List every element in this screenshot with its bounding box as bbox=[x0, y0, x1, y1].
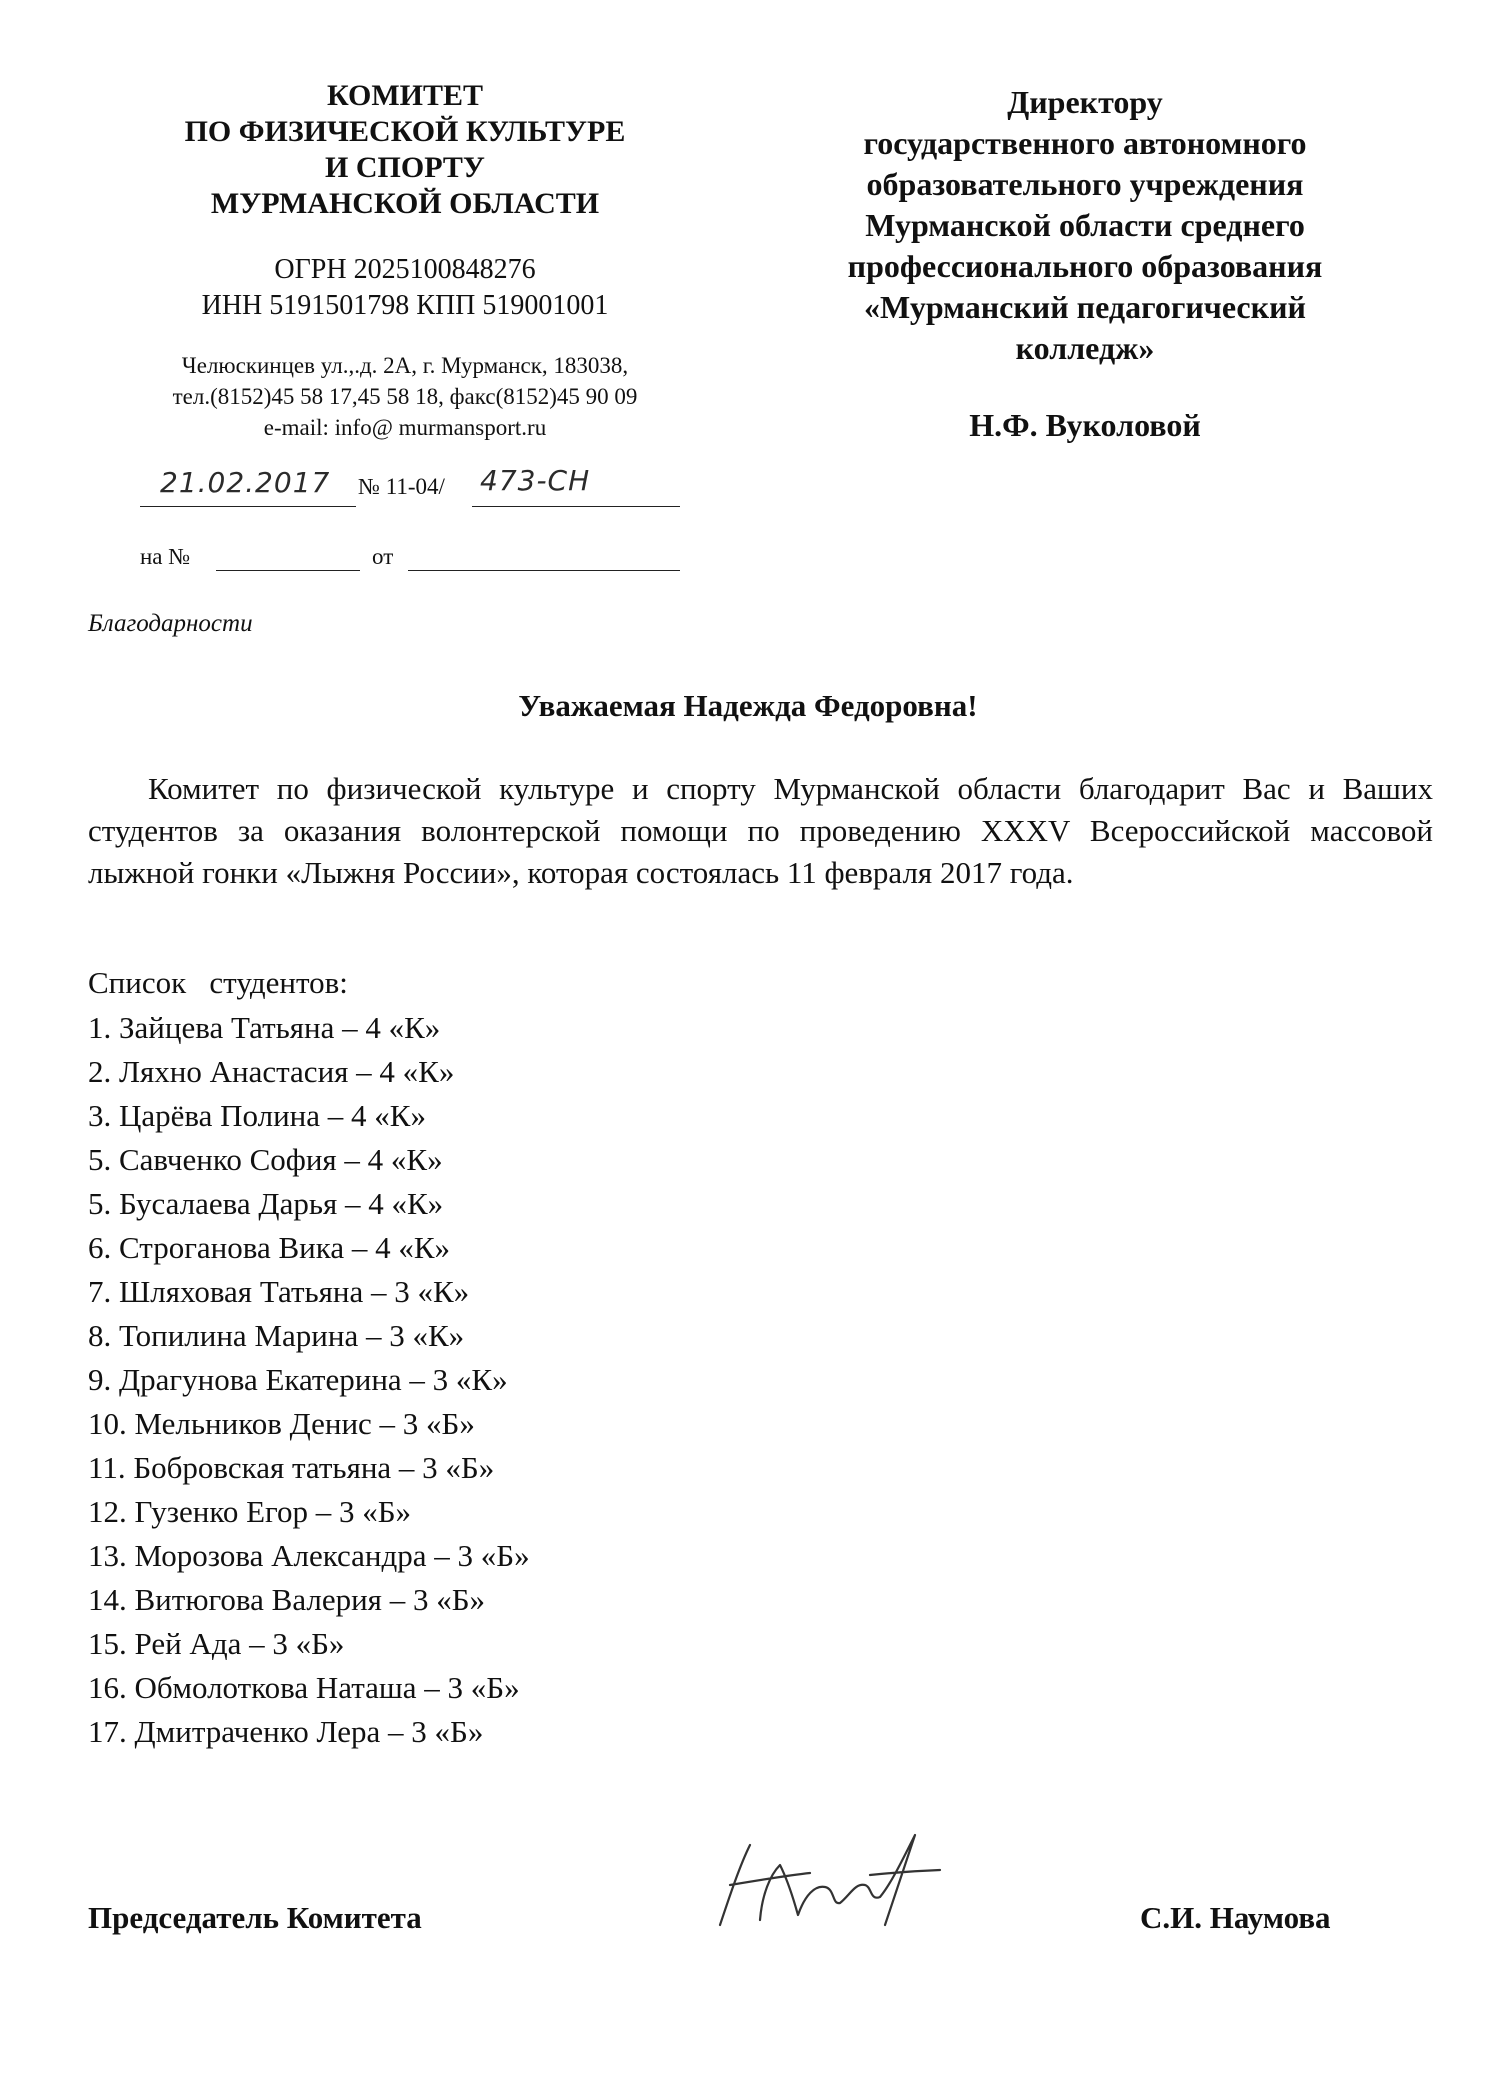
addressee-line: государственного автономного bbox=[863, 125, 1307, 161]
list-item: 16. Обмолоткова Наташа – 3 «Б» bbox=[88, 1670, 520, 1705]
committee-name-line: И СПОРТУ bbox=[325, 151, 485, 184]
list-item: 3. Царёва Полина – 4 «К» bbox=[88, 1098, 426, 1133]
committee-name-line: КОМИТЕТ bbox=[326, 79, 484, 112]
reference-line bbox=[140, 542, 680, 582]
outgoing-number-label: № 11-04/ bbox=[358, 474, 445, 499]
list-item: 11. Бобровская татьяна – 3 «Б» bbox=[88, 1450, 495, 1485]
addressee-line: образовательного учреждения bbox=[866, 166, 1304, 202]
list-item: 17. Дмитраченко Лера – 3 «Б» bbox=[88, 1714, 484, 1749]
list-item: 13. Морозова Александра – 3 «Б» bbox=[88, 1538, 530, 1573]
postal-address: Челюскинцев ул.,.д. 2А, г. Мурманск, 183038, bbox=[181, 353, 629, 378]
list-item: 8. Топилина Марина – 3 «К» bbox=[88, 1318, 465, 1353]
signatory-title: Председатель Комитета bbox=[88, 1900, 422, 1935]
addressee-line: колледж» bbox=[1015, 330, 1155, 366]
addressee-block bbox=[770, 82, 1400, 446]
date-underline bbox=[140, 506, 356, 507]
addressee-line: профессионального образования bbox=[847, 248, 1323, 284]
list-item: 15. Рей Ада – 3 «Б» bbox=[88, 1626, 345, 1661]
list-item: 7. Шляховая Татьяна – 3 «К» bbox=[88, 1274, 470, 1309]
list-item: 1. Зайцева Татьяна – 4 «К» bbox=[88, 1010, 441, 1045]
sender-block bbox=[120, 78, 690, 443]
ogrn: ОГРН 2025100848276 bbox=[274, 254, 536, 285]
student-list bbox=[88, 1006, 530, 1754]
outgoing-registration bbox=[140, 464, 680, 510]
handwritten-signature bbox=[700, 1825, 960, 1945]
addressee-line: Директору bbox=[1007, 84, 1163, 120]
student-list-title: Список студентов: bbox=[88, 965, 348, 1000]
contacts bbox=[120, 350, 690, 443]
reference-number-blank bbox=[216, 570, 360, 571]
list-item: 9. Драгунова Екатерина – 3 «К» bbox=[88, 1362, 508, 1397]
committee-name bbox=[120, 78, 690, 222]
handwritten-number: 473-СН bbox=[480, 464, 591, 497]
list-item: 5. Бусалаева Дарья – 4 «К» bbox=[88, 1186, 444, 1221]
number-underline bbox=[472, 506, 680, 507]
letter-subject: Благодарности bbox=[88, 610, 253, 637]
reference-date-blank bbox=[408, 570, 680, 571]
addressee-line: «Мурманский педагогический bbox=[864, 289, 1306, 325]
reference-from-label: от bbox=[372, 544, 394, 569]
signatory-name: С.И. Наумова bbox=[1140, 1900, 1331, 1935]
email: e-mail: info@ murmansport.ru bbox=[263, 415, 547, 440]
reference-number-label: на № bbox=[140, 544, 191, 569]
registration-ids bbox=[120, 252, 690, 324]
list-item: 10. Мельников Денис – 3 «Б» bbox=[88, 1406, 475, 1441]
addressee-line: Мурманской области среднего bbox=[865, 207, 1305, 243]
list-item: 6. Строганова Вика – 4 «К» bbox=[88, 1230, 451, 1265]
list-item: 12. Гузенко Егор – 3 «Б» bbox=[88, 1494, 412, 1529]
inn-kpp: ИНН 5191501798 КПП 519001001 bbox=[201, 290, 609, 321]
phone-fax: тел.(8152)45 58 17,45 58 18, факс(8152)45 90 09 bbox=[172, 384, 638, 409]
committee-name-line: МУРМАНСКОЙ ОБЛАСТИ bbox=[210, 187, 600, 220]
committee-name-line: ПО ФИЗИЧЕСКОЙ КУЛЬТУРЕ bbox=[184, 115, 626, 148]
handwritten-date: 21.02.2017 bbox=[160, 466, 331, 499]
list-item: 5. Савченко София – 4 «К» bbox=[88, 1142, 443, 1177]
list-item: 2. Ляхно Анастасия – 4 «К» bbox=[88, 1054, 455, 1089]
letter-body: Комитет по физической культуре и спорту Мурманской области благодарит Вас и Ваших студентов за оказания волонтерской помощи по проведению XXXV Всероссийской массовой лыжной гонки «Лыжня России», которая состоялась 11 февраля 2017 года. bbox=[88, 771, 1433, 890]
addressee-name: Н.Ф. Вуколовой bbox=[969, 407, 1201, 443]
list-item: 14. Витюгова Валерия – 3 «Б» bbox=[88, 1582, 485, 1617]
salutation: Уважаемая Надежда Федоровна! bbox=[518, 688, 978, 723]
